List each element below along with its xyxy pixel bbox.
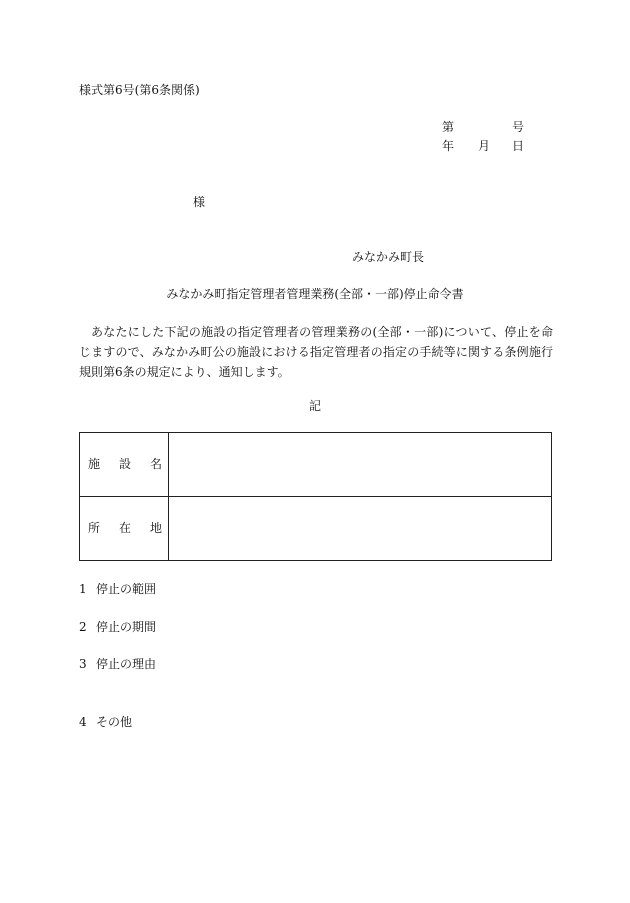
item-label: その他 (96, 715, 133, 729)
document-title: みなかみ町指定管理者管理業務(全部・一部)停止命令書 (166, 287, 464, 301)
body-text: あなたにした下記の施設の指定管理者の管理業務の(全部・一部)について、停止を命じますので、みなかみ町公の施設における指定管理者の指定の手続等に関する条例施行規則第6条の規定により、通知します。 (79, 325, 553, 379)
facility-name-label: 施設名 (80, 433, 169, 497)
facility-name-value (169, 433, 552, 497)
table-row (80, 433, 552, 497)
item-number: 1 (79, 582, 87, 596)
location-label: 所在地 (80, 497, 169, 561)
addressee: 様 (193, 195, 206, 209)
item-number: 2 (79, 620, 87, 634)
list-item (79, 620, 156, 634)
facility-table (79, 432, 552, 561)
issuer: みなかみ町長 (352, 250, 425, 264)
number-suffix: 号 (512, 120, 525, 134)
item-number: 3 (79, 657, 87, 671)
item-number: 4 (79, 715, 87, 729)
list-item (79, 715, 132, 729)
table-row (80, 497, 552, 561)
location-value (169, 497, 552, 561)
date-year: 年 (442, 139, 455, 153)
date-month: 月 (478, 139, 491, 153)
item-label: 停止の範囲 (96, 582, 157, 596)
date-day: 日 (512, 139, 525, 153)
item-label: 停止の期間 (96, 620, 157, 634)
item-label: 停止の理由 (96, 657, 157, 671)
ki-heading: 記 (308, 399, 321, 413)
number-prefix: 第 (442, 120, 455, 134)
form-number: 様式第6号(第6条関係) (79, 83, 200, 97)
list-item (79, 582, 156, 596)
list-item (79, 657, 156, 671)
